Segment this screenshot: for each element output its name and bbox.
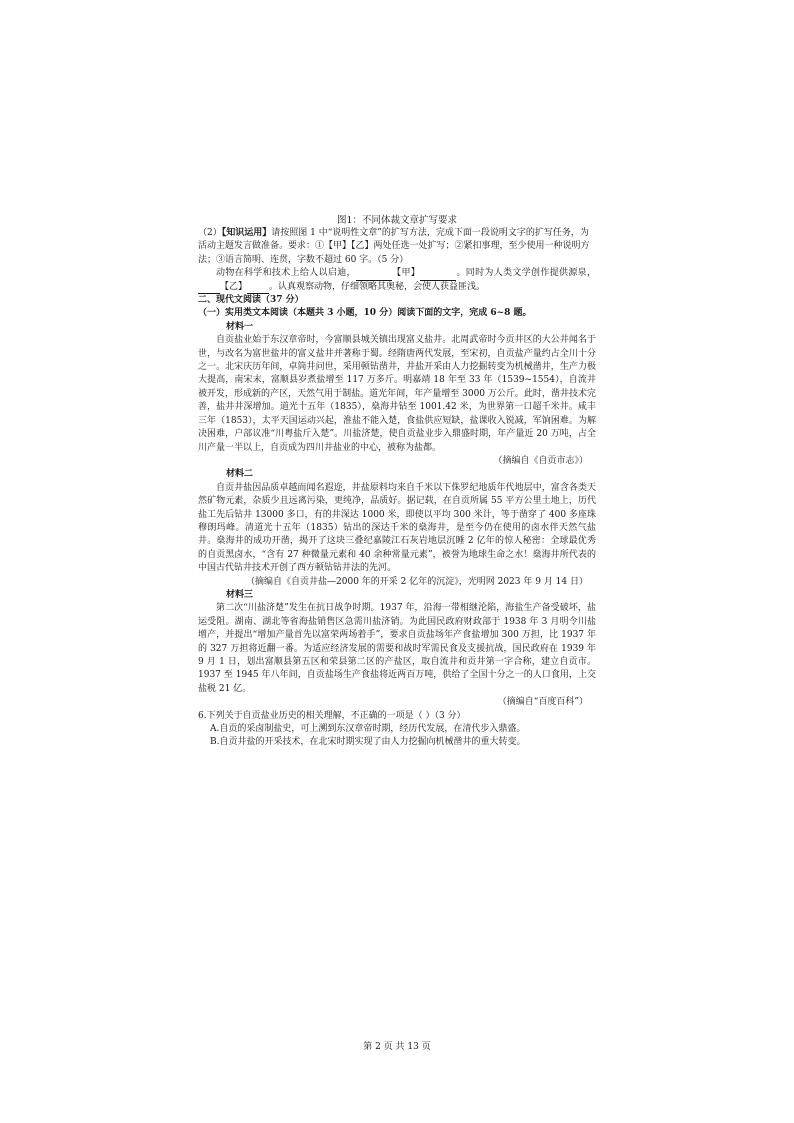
knowledge-tag: 【知识运用】 — [221, 228, 272, 238]
figure-caption: 图1：不同体裁文章扩写要求 — [336, 215, 458, 226]
question-6-option-a: A.自贡的采卤制盐史，可上溯到东汉章帝时期，经历代发展，在清代步入鼎盛。 — [210, 724, 526, 735]
material-3-source: （摘编自“百度百科”） — [497, 697, 588, 708]
material-3-title: 材料三 — [226, 589, 254, 600]
material-2-source: （摘编自《自贡井盐—2000 年的开采 2 亿年的沉淀》，光明网 2023 年 9 月 14 日） — [246, 576, 588, 587]
blank-yi-label: 【乙】 — [220, 281, 248, 292]
question-2 — [198, 227, 596, 750]
material-2-body: 自贡井盐因品质卓越而闻名遐迩，井盐原料均来自千米以下侏罗纪地质年代地层中，富含各类天然矿物元素，杂质少且远离污染，更纯净，品质好。据记载，在自贡所属 55 平方公里土地上，历代盐工先后钻井 13000 多口，有的井深达 1000 米，即使以平均 300 米计，等于凿穿了 400 多座珠穆朗玛峰。清道光十五年（1835）钻出的深达千米的燊海井，是至今仍在使用的卤水伴天然气盐井。燊海井的成功开凿，揭开了这块三叠纪嘉陵江石灰岩地层沉睡 2 亿年的惊人秘密：全球最优秀的自贡黑卤水，“含有 27 种微量元素和 40 余种常量元素”，被誉为地球生命之水！燊海井所代表的中国古代钻井技术开创了西方顿钻钻井法的先河。 — [198, 482, 596, 574]
blank-yi-right — [247, 283, 269, 294]
question-6-option-b: B.自贡井盐的开采技术，在北宋时期实现了由人力挖掘向机械凿井的重大转变。 — [210, 737, 526, 748]
page-footer: 第 2 页 共 13 页 — [363, 1042, 431, 1052]
question-2-stem: （2）【知识运用】请按照图 1 中“说明性文章”的扩写方法，完成下面一段说明文字的扩写任务，为活动主题发言做准备。要求：①【甲】【乙】两处任选一处扩写；②紧扣事理，至少使用一种说明方法；③语言简明、连贯，字数不超过 60 字。（5 分） — [198, 228, 590, 265]
expansion-paragraph: 动物在科学和技术上给人以启迪， 【甲】 。同时为人类文学创作提供源泉，【乙】 。认真观察动物，仔细领略其奥秘，会使人获益匪浅。 — [198, 267, 596, 294]
blank-yi-left — [198, 283, 220, 294]
blank-jia-right — [420, 270, 456, 281]
material-2-title: 材料二 — [226, 469, 254, 480]
question-6-stem: 6.下列关于自贡盐业历史的相关理解，不正确的一项是（ ）（3 分） — [198, 710, 466, 721]
material-1-title: 材料一 — [226, 321, 254, 332]
subsection-heading: （一）实用类文本阅读（本题共 3 小题，10 分）阅读下面的文字，完成 6~8 题。 — [198, 308, 532, 319]
material-1-body: 自贡盐业始于东汉章帝时，今富顺县城关镇出现富义盐井。北周武帝时今贡井区的大公井闻名于世，与改名为富世盐井的富义盐井并著称于蜀。经隋唐两代发展，至宋初，自贡盐产量约占全川十分之一。北宋庆历年间，卓筒井问世，采用顿钻凿井，井盐开采由人力挖掘转变为机械凿井，生产力极大提高，南宋末，富顺县岁煮盐增至 117 万多斤。明嘉靖 18 年至 33 年（1539~1554），自流井被开发，形成新的产区，天然气用于制盐。道光年间，年产量增至 3000 万公斤。此时，凿井技术完善，盐井井深增加。道光十五年（1835），燊海井钻至 1001.42 米，为世界第一口超千米井。咸丰三年（1853），太平天国运动兴起，淮盐不能入楚，食盐供应短缺，盐课收入锐减，军饷困难。为解决困难，户部议准“川粤盐斤入楚”。川盐济楚，使自贡盐业步入鼎盛时期，年产量近 20 万吨，占全川产量一半以上，自贡成为四川井盐业的中心，被称为盐都。 — [198, 335, 596, 453]
section-heading: 二、现代文阅读（37 分） — [198, 295, 304, 306]
blank-jia-left — [356, 270, 392, 281]
blank-jia-label: 【甲】 — [391, 268, 421, 279]
material-1-source: （摘编自《自贡市志》） — [493, 455, 588, 466]
material-3-body: 第二次“川盐济楚”发生在抗日战争时期。1937 年，沿海一带相继沦陷，海盐生产备受破坏，盐运受阻。湖南、湖北等省海盐销售区急需川盐济销。为此国民政府财政部于 1938 年 3 月明令川盐增产，并提出“增加产量首先以富荣两场着手”，要求自贡盐场年产食盐增加 300 万担，比 1937 年的 327 万担将近翻一番。为适应经济发展的需要和战时军需民食及支援抗战，国民政府在 1939 年 9 月 1 日，划出富顺县第五区和荣县第二区的产盐区，取自流井和贡井第一字合称，建立自贡市。1937 至 1945 年八年间，自贡盐场生产食盐将近两百万吨，供给了全国十分之一的人口食用，上交盐税 21 亿。 — [198, 603, 596, 694]
